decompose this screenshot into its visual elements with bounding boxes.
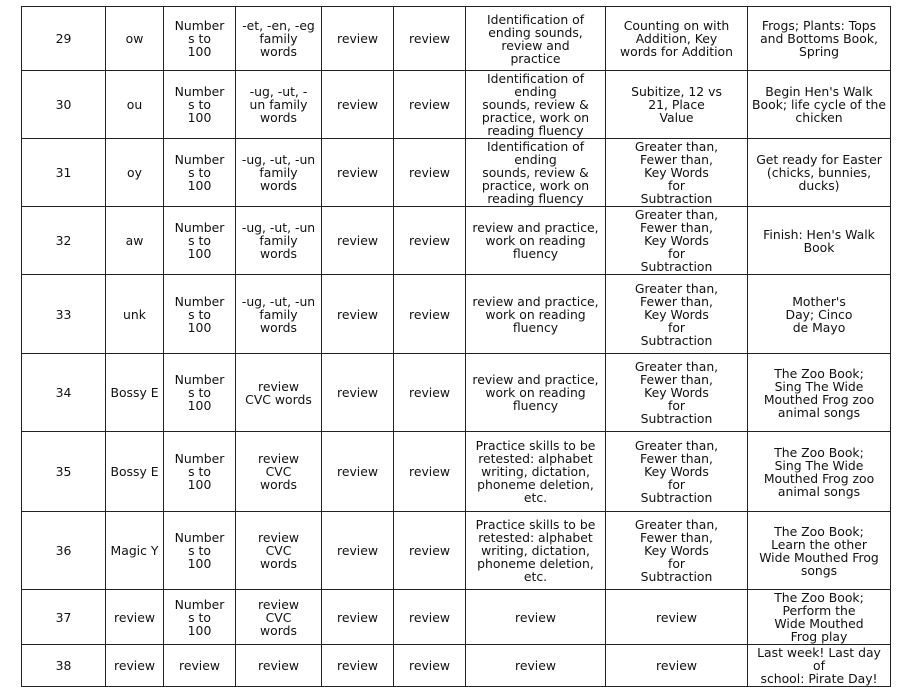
reading-cell-text: Identification of ending sounds, review & practice, work on reading fluency [481, 71, 590, 138]
reading-cell-text: review and practice, work on reading fluency [472, 372, 599, 413]
table-row [22, 71, 891, 139]
math-cell [606, 207, 748, 275]
review-cell-text: review [409, 385, 450, 400]
sound-cell [106, 432, 164, 512]
numbers-cell [164, 354, 236, 432]
week-cell-text: 36 [55, 543, 72, 558]
week-cell-text: 30 [55, 97, 72, 112]
word-family-cell [236, 275, 322, 354]
numbers-cell-text: Number s to 100 [174, 152, 225, 193]
week-cell [22, 71, 106, 139]
reading-cell [466, 645, 606, 687]
review-cell-text: review [409, 233, 450, 248]
math-cell [606, 645, 748, 687]
theme-cell-text: Get ready for Easter (chicks, bunnies, ducks) [756, 152, 882, 193]
reading-cell-text: review [515, 658, 556, 673]
word-family-cell [236, 432, 322, 512]
numbers-cell [164, 432, 236, 512]
review-cell-text: review [337, 658, 378, 673]
math-cell-text: Subitize, 12 vs 21, Place Value [631, 84, 722, 125]
table-row [22, 275, 891, 354]
table-row [22, 645, 891, 687]
theme-cell-text: Last week! Last day of school: Pirate Day! [757, 645, 881, 686]
word-family-cell [236, 645, 322, 687]
word-family-cell [236, 354, 322, 432]
math-cell-text: Greater than, Fewer than, Key Words for Subtraction [634, 359, 719, 426]
theme-cell-text: Begin Hen's Walk Book; life cycle of the chicken [752, 84, 886, 125]
sound-cell [106, 645, 164, 687]
reading-cell [466, 432, 606, 512]
week-cell [22, 512, 106, 590]
theme-cell-text: The Zoo Book; Perform the Wide Mouthed Frog play [774, 590, 864, 644]
week-cell [22, 645, 106, 687]
review-cell [322, 139, 394, 207]
word-family-cell [236, 139, 322, 207]
math-cell [606, 354, 748, 432]
week-cell [22, 139, 106, 207]
sound-cell [106, 590, 164, 645]
review-cell-text: review [409, 658, 450, 673]
math-cell-text: Counting on with Addition, Key words for Addition [620, 18, 733, 59]
reading-cell-text: Identification of ending sounds, review and practice [486, 11, 585, 66]
reading-cell [466, 139, 606, 207]
theme-cell-text: Frogs; Plants: Tops and Bottoms Book, Spring [760, 18, 878, 59]
sound-cell-text: ou [126, 97, 143, 112]
theme-cell-text: The Zoo Book; Learn the other Wide Mouthed Frog songs [759, 523, 879, 578]
math-cell-text: Greater than, Fewer than, Key Words for Subtraction [634, 438, 719, 505]
math-cell [606, 512, 748, 590]
numbers-cell-text: Number s to 100 [174, 451, 225, 492]
review-cell [322, 512, 394, 590]
sound-cell-text: unk [123, 306, 146, 322]
word-family-cell-text: review [258, 658, 299, 673]
review-cell-text: review [409, 464, 450, 479]
theme-cell-text: Mother's Day; Cinco de Mayo [785, 293, 853, 335]
numbers-cell-text: Number s to 100 [174, 220, 225, 261]
reading-cell-text: review and practice, work on reading fluency [472, 220, 599, 261]
sound-cell-text: Magic Y [110, 543, 159, 558]
week-cell [22, 432, 106, 512]
review-cell-text: review [409, 609, 450, 625]
review-cell-text: review [409, 31, 450, 46]
word-family-cell-text: -ug, -ut, - un family words [249, 84, 308, 125]
week-cell-text: 29 [55, 31, 72, 46]
theme-cell [748, 71, 891, 139]
sound-cell [106, 354, 164, 432]
theme-cell [748, 512, 891, 590]
sound-cell-text: aw [125, 233, 144, 248]
table-row [22, 139, 891, 207]
reading-cell-text: review [515, 609, 556, 625]
theme-cell-text: Finish: Hen's Walk Book [763, 226, 875, 255]
sound-cell-text: oy [127, 165, 142, 180]
review-cell-text: review [337, 97, 378, 112]
theme-cell [748, 645, 891, 687]
review-cell-text: review [337, 165, 378, 180]
reading-cell-text: review and practice, work on reading fluency [472, 293, 599, 335]
numbers-cell-text: Number s to 100 [174, 293, 225, 335]
reading-cell-text: Identification of ending sounds, review & practice, work on reading fluency [481, 139, 590, 206]
numbers-cell-text: Number s to 100 [174, 372, 225, 413]
table-row [22, 354, 891, 432]
reading-cell-text: Practice skills to be retested: alphabet writing, dictation, phoneme deletion, etc. [475, 517, 596, 584]
reading-cell [466, 512, 606, 590]
math-cell-text: review [656, 609, 697, 625]
week-cell-text: 33 [55, 306, 72, 322]
math-cell [606, 71, 748, 139]
table-row [22, 7, 891, 71]
theme-cell-text: The Zoo Book; Sing The Wide Mouthed Frog zoo animal songs [763, 444, 875, 499]
review-cell-text: review [337, 233, 378, 248]
reading-cell [466, 207, 606, 275]
word-family-cell [236, 512, 322, 590]
reading-cell [466, 275, 606, 354]
math-cell [606, 590, 748, 645]
word-family-cell-text: review CVC words [258, 596, 299, 638]
sound-cell-text: review [114, 609, 155, 625]
review-cell-text: review [409, 306, 450, 322]
review-cell [394, 207, 466, 275]
numbers-cell-text: Number s to 100 [174, 18, 225, 59]
reading-cell [466, 354, 606, 432]
reading-cell [466, 71, 606, 139]
numbers-cell [164, 645, 236, 687]
review-cell [322, 275, 394, 354]
math-cell [606, 7, 748, 71]
numbers-cell-text: Number s to 100 [174, 84, 225, 125]
sound-cell [106, 512, 164, 590]
word-family-cell-text: review CVC words [245, 378, 312, 407]
review-cell [394, 275, 466, 354]
sound-cell [106, 275, 164, 354]
word-family-cell-text: -ug, -ut, -un family words [241, 152, 316, 193]
table-row [22, 207, 891, 275]
theme-cell [748, 139, 891, 207]
review-cell-text: review [409, 97, 450, 112]
word-family-cell [236, 7, 322, 71]
numbers-cell [164, 590, 236, 645]
review-cell [394, 71, 466, 139]
word-family-cell [236, 71, 322, 139]
review-cell-text: review [337, 385, 378, 400]
review-cell-text: review [337, 31, 378, 46]
math-cell-text: review [656, 658, 697, 673]
theme-cell [748, 7, 891, 71]
week-cell [22, 207, 106, 275]
review-cell-text: review [409, 543, 450, 558]
week-cell-text: 37 [55, 609, 72, 625]
review-cell [322, 354, 394, 432]
week-cell-text: 31 [55, 165, 72, 180]
review-cell [394, 354, 466, 432]
theme-cell [748, 275, 891, 354]
review-cell [394, 432, 466, 512]
table-body [22, 7, 891, 687]
table-row [22, 590, 891, 645]
review-cell [394, 645, 466, 687]
math-cell-text: Greater than, Fewer than, Key Words for Subtraction [634, 280, 719, 348]
curriculum-table [21, 6, 891, 687]
numbers-cell-text: Number s to 100 [174, 530, 225, 571]
reading-cell [466, 590, 606, 645]
numbers-cell [164, 139, 236, 207]
sound-cell [106, 207, 164, 275]
review-cell [394, 7, 466, 71]
theme-cell [748, 590, 891, 645]
review-cell [394, 139, 466, 207]
word-family-cell-text: -et, -en, -eg family words [242, 18, 315, 59]
word-family-cell-text: -ug, -ut, -un family words [241, 293, 316, 335]
review-cell-text: review [337, 609, 378, 625]
numbers-cell-text: review [179, 658, 220, 673]
math-cell [606, 432, 748, 512]
word-family-cell [236, 590, 322, 645]
sound-cell [106, 139, 164, 207]
math-cell-text: Greater than, Fewer than, Key Words for Subtraction [634, 139, 719, 206]
reading-cell [466, 7, 606, 71]
word-family-cell-text: review CVC words [258, 530, 299, 571]
math-cell-text: Greater than, Fewer than, Key Words for Subtraction [634, 207, 719, 274]
week-cell [22, 354, 106, 432]
review-cell [322, 207, 394, 275]
review-cell [394, 512, 466, 590]
theme-cell [748, 207, 891, 275]
review-cell-text: review [409, 165, 450, 180]
numbers-cell [164, 275, 236, 354]
week-cell [22, 275, 106, 354]
review-cell-text: review [337, 464, 378, 479]
week-cell [22, 7, 106, 71]
word-family-cell [236, 207, 322, 275]
theme-cell-text: The Zoo Book; Sing The Wide Mouthed Frog zoo animal songs [763, 365, 875, 420]
reading-cell-text: Practice skills to be retested: alphabet writing, dictation, phoneme deletion, etc. [475, 438, 596, 505]
math-cell-text: Greater than, Fewer than, Key Words for Subtraction [634, 517, 719, 584]
numbers-cell [164, 207, 236, 275]
math-cell [606, 275, 748, 354]
week-cell-text: 35 [55, 464, 72, 479]
review-cell [322, 432, 394, 512]
week-cell [22, 590, 106, 645]
numbers-cell [164, 512, 236, 590]
review-cell-text: review [337, 306, 378, 322]
table-row [22, 432, 891, 512]
review-cell [322, 590, 394, 645]
week-cell-text: 38 [55, 658, 72, 673]
sound-cell-text: Bossy E [110, 385, 159, 400]
review-cell [322, 71, 394, 139]
numbers-cell [164, 7, 236, 71]
theme-cell [748, 354, 891, 432]
sound-cell-text: ow [125, 31, 144, 46]
week-cell-text: 32 [55, 233, 72, 248]
word-family-cell-text: -ug, -ut, -un family words [241, 220, 316, 261]
review-cell-text: review [337, 543, 378, 558]
week-cell-text: 34 [55, 385, 72, 400]
theme-cell [748, 432, 891, 512]
word-family-cell-text: review CVC words [258, 451, 299, 492]
review-cell [322, 7, 394, 71]
sound-cell [106, 71, 164, 139]
table-row [22, 512, 891, 590]
sound-cell-text: Bossy E [110, 464, 159, 479]
sound-cell [106, 7, 164, 71]
review-cell [394, 590, 466, 645]
review-cell [322, 645, 394, 687]
sound-cell-text: review [114, 658, 155, 673]
math-cell [606, 139, 748, 207]
numbers-cell [164, 71, 236, 139]
numbers-cell-text: Number s to 100 [174, 596, 225, 638]
